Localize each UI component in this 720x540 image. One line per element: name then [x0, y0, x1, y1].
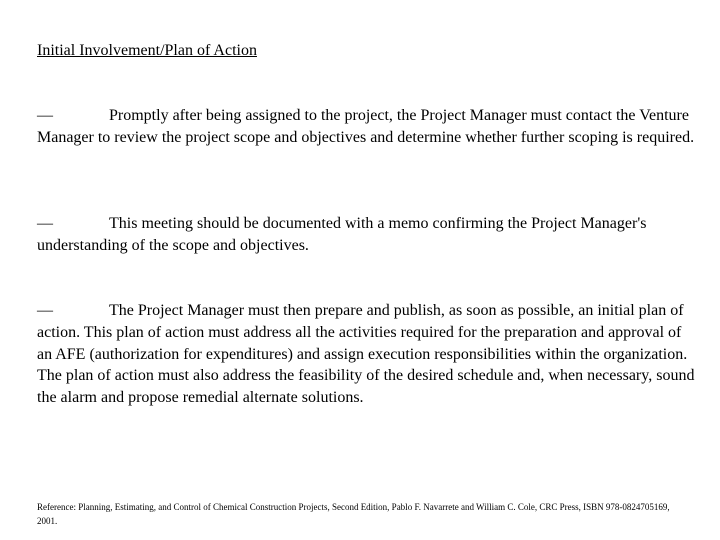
bullet-dash: —	[37, 215, 53, 232]
paragraph-text: Promptly after being assigned to the project, the Project Manager must contact the Venture Manager to review the project scope and objectives and determine whether further scoping is required.	[37, 107, 695, 146]
paragraph-text: The Project Manager must then prepare and publish, as soon as possible, an initial plan of action. This plan of action must address all the activities required for the preparation and approval of an AFE (authorization for expenditures) and assign execution responsibilities within the organization. The plan of action must also address the feasibility of the desired schedule and, when necessary, sound the alarm and propose remedial alternate solutions.	[37, 302, 695, 407]
paragraph-text: This meeting should be documented with a memo confirming the Project Manager's understanding of the scope and objectives.	[37, 215, 647, 254]
bullet-dash: —	[37, 302, 53, 319]
reference-citation: Reference: Planning, Estimating, and Control of Chemical Construction Projects, Second Edition, Pablo F. Navarrete and William C. Cole, CRC Press, ISBN 978-0824705169, 2001.	[37, 502, 670, 526]
paragraph	[37, 213, 697, 257]
paragraph	[37, 300, 697, 409]
paragraph	[37, 105, 697, 149]
bullet-dash: —	[37, 107, 53, 124]
document-title: Initial Involvement/Plan of Action	[37, 42, 257, 59]
